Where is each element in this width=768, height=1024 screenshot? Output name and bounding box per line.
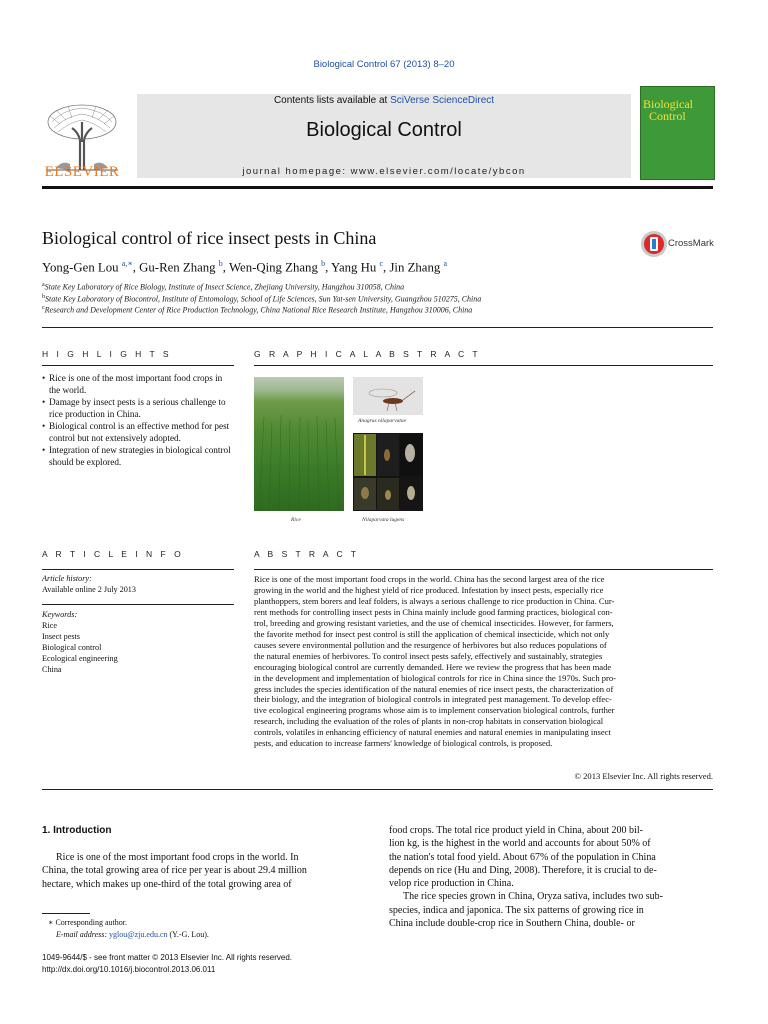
- highlight-item: • Damage by insect pests is a serious challenge to rice production in China.: [42, 396, 232, 420]
- abstract-line: their biology, and the integration of biological controls in integrated pest management. To develop effec-: [254, 694, 612, 705]
- abstract-line: in the development and implementation of biological controls for rice in China since the 1970s. Such pro-: [254, 672, 616, 683]
- author-list: Yong-Gen Lou $^{a,∗}$, Gu-Ren Zhang $^b$, Wen-Qing Zhang $^b$, Yang Hu $^c$, Jin Zhang $^a$: [42, 259, 448, 275]
- body-line: the nation's total food yield. About 67% of the population in China: [389, 851, 656, 863]
- keywords-rule: [42, 604, 234, 605]
- crossmark-icon[interactable]: [639, 229, 669, 259]
- highlight-item: • Rice is one of the most important food crops in the world.: [42, 372, 232, 396]
- cover-title-line1: Biological: [643, 97, 693, 111]
- abstract-line: research, including the evaluation of the roles of plants in non-crop habitats in conservation biological: [254, 716, 604, 727]
- rice-field-photo: [254, 377, 344, 511]
- abstract-line: the natural enemies of herbivores. To control insect pests safely, effectively and sustainably, strategies: [254, 650, 603, 661]
- nilaparvata-caption: Nilaparvata lugens: [362, 517, 405, 523]
- sciencedirect-link[interactable]: SciVerse ScienceDirect: [390, 95, 495, 106]
- crossmark-label[interactable]: CrossMark: [668, 238, 714, 249]
- keyword: Insect pests: [42, 632, 80, 641]
- highlights-heading: H I G H L I G H T S: [42, 349, 172, 359]
- body-line: China, the total growing area of rice per year is about 29.4 million: [42, 865, 307, 877]
- rice-caption: Rice: [291, 517, 301, 523]
- keyword: Rice: [42, 621, 58, 630]
- graphical-abstract-rule: [254, 365, 713, 366]
- abstract-copyright: © 2013 Elsevier Inc. All rights reserved.: [574, 771, 713, 781]
- abstract-line: causes severe environmental pollution and the resurgence of herbivores but also reduces populations of: [254, 639, 607, 650]
- affiliation: [42, 305, 472, 315]
- abstract-line: growing in the world and the highest yield of rice produced. Infestation by insect pests, especially rice: [254, 584, 604, 595]
- article-history-value: Available online 2 July 2013: [42, 585, 136, 594]
- keyword: China: [42, 665, 62, 674]
- affiliation: [42, 294, 481, 304]
- keyword: Ecological engineering: [42, 654, 118, 663]
- contents-prefix: Contents lists available at: [273, 95, 391, 106]
- body-line: food crops. The total rice product yield in China, about 200 bil-: [389, 825, 643, 836]
- author-name[interactable]: Jin Zhang: [389, 260, 441, 275]
- affiliation-marker: c: [42, 305, 45, 311]
- body-line: depends on rice (Hu and Ding, 2008). Therefore, it is crucial to de-: [389, 864, 657, 876]
- abstract-line: encouraging biological control are currently demanded. Here we review the progress that has been made: [254, 661, 612, 672]
- planthopper-panels: [353, 433, 423, 511]
- highlight-item: • Biological control is an effective method for pest control but not extensively adopted.: [42, 420, 232, 444]
- body-right-column: [389, 824, 713, 930]
- affiliation-text: State Key Laboratory of Biocontrol, Institute of Entomology, School of Life Sciences, Sun Yat-sen University, Guangzhou 510275, China: [45, 294, 482, 304]
- journal-citation[interactable]: Biological Control 67 (2013) 8–20: [313, 59, 455, 70]
- body-line: China include double-crop rice in Southern China, double- or: [389, 918, 635, 930]
- affiliation: [42, 282, 404, 292]
- doi-link[interactable]: http://dx.doi.org/10.1016/j.biocontrol.2013.06.011: [42, 965, 216, 974]
- body-line: lion kg, is the highest in the world and accounts for about 50% of: [389, 838, 651, 850]
- header-divider: [42, 186, 713, 189]
- affiliation-marker: a: [42, 282, 45, 288]
- graphical-abstract-heading: G R A P H I C A L A B S T R A C T: [254, 349, 481, 359]
- abstract-line: planthoppers, stem borers and leaf folders, is always a serious challenge to rice production in China. Cur-: [254, 595, 615, 606]
- issn-line: 1049-9644/$ - see front matter © 2013 Elsevier Inc. All rights reserved.: [42, 953, 293, 962]
- email-link[interactable]: yglou@zju.edu.cn: [109, 930, 168, 939]
- author-name[interactable]: Gu-Ren Zhang: [139, 260, 216, 275]
- author-affil-marker[interactable]: c: [379, 259, 384, 268]
- planthopper-photo-grid: [353, 433, 423, 511]
- footnote-rule: [42, 913, 90, 914]
- abstract-divider: [42, 789, 713, 790]
- author-affil-marker[interactable]: a,∗: [121, 259, 133, 268]
- body-line: velop rice production in China.: [389, 878, 514, 890]
- highlight-item: • Integration of new strategies in biological control should be explored.: [42, 444, 232, 468]
- abstract-line: gress includes the species identification of the natural enemies of rice insect pests, the characterization of: [254, 683, 614, 694]
- affiliation-marker: b: [42, 294, 45, 300]
- highlights-list: [42, 372, 232, 468]
- cover-title: [643, 98, 711, 122]
- highlights-rule: [42, 365, 234, 366]
- section-heading-introduction: 1. Introduction: [42, 825, 112, 836]
- cover-title-line2: Control: [649, 109, 686, 123]
- abstract-line: pests, and education to increase farmers' knowledge of biological controls, is proposed.: [254, 738, 553, 749]
- contents-availability: [137, 95, 631, 106]
- email-note: [56, 930, 209, 939]
- rice-field-texture: [254, 377, 344, 511]
- corresponding-author-note: ∗ Corresponding author.: [48, 918, 127, 927]
- abstract-line: controls, volatiles in enhancing efficiency of natural enemies and natural enemies in manipulating insect: [254, 727, 611, 738]
- author-affil-marker[interactable]: a: [443, 259, 448, 268]
- body-left-column: [42, 851, 378, 891]
- article-info-heading: A R T I C L E I N F O: [42, 549, 184, 559]
- article-history-label: Article history:: [42, 574, 92, 583]
- author-name[interactable]: Yong-Gen Lou: [42, 260, 119, 275]
- email-label: E-mail address:: [56, 930, 110, 939]
- abstract-line: rent methods for controlling insect pests in China mainly include good farming practices, biological con-: [254, 606, 613, 617]
- abstract-line: Rice is one of the most important food crops in the world. China has the second largest area of the rice: [254, 574, 605, 584]
- abstract-line: tive ecological engineering programs whose aim is to implement conservation biological controls, further: [254, 705, 615, 716]
- body-line: hectare, which makes up one-third of the total growing area of: [42, 878, 292, 890]
- abstract-line: trol, breeding and growing resistant varieties, and the use of chemical insecticides. However, for farmers,: [254, 617, 614, 628]
- article-info-rule: [42, 569, 234, 570]
- body-line: Rice is one of the most important food crops in the world. In: [56, 852, 299, 863]
- abstract-rule: [254, 569, 713, 570]
- keywords-block: [42, 609, 118, 675]
- author-name[interactable]: Wen-Qing Zhang: [228, 260, 318, 275]
- email-suffix: (Y.-G. Lou).: [167, 930, 209, 939]
- affiliation-text: State Key Laboratory of Rice Biology, Institute of Insect Science, Zhejiang University, Hangzhou 310058, China: [44, 282, 405, 292]
- author-affil-marker[interactable]: b: [321, 259, 326, 268]
- abstract-heading: A B S T R A C T: [254, 549, 360, 559]
- abstract-line: the favorite method for insect pest control is still the application of chemical insecticide, which not only: [254, 628, 610, 639]
- anagrus-caption: Anagrus nilaparvatae: [358, 418, 407, 424]
- title-divider: [42, 327, 713, 328]
- wasp-illustration: [353, 377, 423, 415]
- keyword: Biological control: [42, 643, 102, 652]
- journal-title: Biological Control: [306, 119, 462, 141]
- journal-homepage[interactable]: journal homepage: www.elsevier.com/locate/ybcon: [242, 166, 526, 177]
- article-title: Biological control of rice insect pests in China: [42, 228, 377, 248]
- author-affil-marker[interactable]: b: [218, 259, 223, 268]
- elsevier-wordmark: ELSEVIER: [44, 164, 120, 180]
- affiliation-text: Research and Development Center of Rice Production Technology, China National Rice Research Institute, Hangzhou 310006, China: [44, 305, 473, 315]
- author-name[interactable]: Yang Hu: [331, 260, 377, 275]
- anagrus-photo: [353, 377, 423, 415]
- abstract-body: [254, 574, 713, 749]
- keywords-label: Keywords:: [42, 610, 78, 619]
- article-history: [42, 573, 136, 595]
- body-line: The rice species grown in China, Oryza sativa, includes two sub-: [403, 891, 663, 903]
- body-line: species, indica and japonica. The six patterns of growing rice in: [389, 904, 644, 916]
